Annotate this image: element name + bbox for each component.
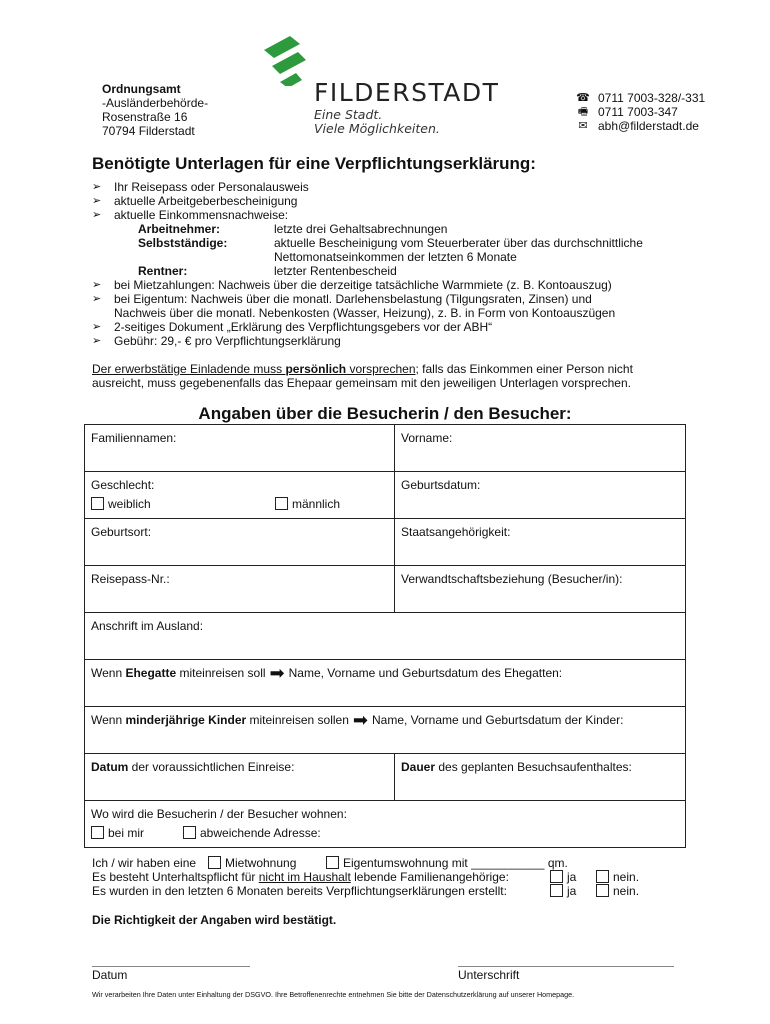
income-row-self bbox=[92, 236, 692, 250]
office-address bbox=[102, 82, 208, 138]
list-item bbox=[92, 292, 692, 306]
list-item bbox=[92, 320, 692, 334]
signature-label: Unterschrift bbox=[458, 968, 520, 982]
income-key: Selbstständige: bbox=[138, 236, 228, 250]
fax-icon: 🖷 bbox=[577, 106, 589, 118]
list-item-text: Gebühr: 29,- € pro Verpflichtungserklärung bbox=[114, 334, 341, 348]
question-text-underlined: nicht im Haushalt bbox=[258, 870, 351, 884]
question-text: Ich / wir haben eine bbox=[92, 856, 197, 870]
field-label: Geschlecht: bbox=[91, 478, 155, 492]
bullet-arrow-icon: ➢ bbox=[92, 181, 102, 193]
contact-fax bbox=[576, 105, 705, 119]
firstname-field[interactable] bbox=[395, 425, 686, 472]
office-city: 70794 Filderstadt bbox=[102, 124, 195, 138]
signature-line[interactable] bbox=[458, 966, 674, 967]
option-no[interactable] bbox=[596, 884, 639, 898]
checkbox-yes[interactable] bbox=[550, 884, 563, 897]
list-item-text: bei Mietzahlungen: Nachweis über die derzeitige tatsächliche Warmmiete (z. B. Kontoauszug) bbox=[114, 278, 612, 292]
checkbox-no[interactable] bbox=[596, 884, 609, 897]
field-label: Wenn bbox=[91, 713, 126, 727]
note-text: Der erwerbstätige Einladende muss bbox=[92, 362, 286, 376]
date-label: Datum bbox=[92, 968, 128, 982]
bullet-arrow-icon: ➢ bbox=[92, 293, 102, 305]
option-other-address[interactable] bbox=[183, 826, 321, 840]
gender-field bbox=[85, 472, 395, 519]
income-value: letzte drei Gehaltsabrechnungen bbox=[274, 222, 448, 236]
field-label: miteinreisen sollen bbox=[246, 713, 349, 727]
income-key: Rentner: bbox=[138, 264, 188, 278]
option-label: weiblich bbox=[108, 497, 151, 511]
logo-tagline-2: Viele Möglichkeiten. bbox=[314, 121, 440, 136]
field-label-bold: Dauer bbox=[401, 760, 436, 774]
option-label: Eigentumswohnung mit ___________ qm. bbox=[343, 856, 568, 870]
checkbox-female[interactable] bbox=[91, 497, 104, 510]
email-address[interactable]: abh@filderstadt.de bbox=[598, 119, 699, 133]
checkbox-male[interactable] bbox=[275, 497, 288, 510]
field-label: des geplanten Besuchsaufenthaltes: bbox=[435, 760, 632, 774]
field-label: Verwandtschaftsbeziehung (Besucher/in): bbox=[401, 572, 623, 586]
arrow-right-icon: ➡ bbox=[352, 710, 368, 730]
list-item bbox=[92, 194, 692, 208]
relation-field[interactable] bbox=[395, 566, 686, 613]
office-street: Rosenstraße 16 bbox=[102, 110, 188, 124]
income-value: Nettomonatseinkommen der letzten 6 Monate bbox=[274, 250, 517, 264]
field-label-bold: Ehegatte bbox=[125, 666, 177, 680]
field-label: Wo wird die Besucherin / der Besucher wohnen: bbox=[91, 807, 347, 821]
visitor-form bbox=[84, 424, 686, 848]
income-row-employee bbox=[92, 222, 692, 236]
note-text: vorsprechen bbox=[346, 362, 416, 376]
income-value: letzter Rentenbescheid bbox=[274, 264, 397, 278]
list-item bbox=[92, 334, 692, 348]
option-yes[interactable] bbox=[550, 870, 576, 884]
date-line[interactable] bbox=[92, 966, 250, 967]
residence-field bbox=[85, 801, 686, 848]
option-label: abweichende Adresse: bbox=[200, 826, 321, 840]
phone-icon: ☎ bbox=[576, 92, 590, 104]
income-row-pension bbox=[92, 264, 692, 278]
checkbox-yes[interactable] bbox=[550, 870, 563, 883]
dob-field[interactable] bbox=[395, 472, 686, 519]
confirmation-text: Die Richtigkeit der Angaben wird bestätigt. bbox=[92, 913, 337, 927]
bullet-arrow-icon: ➢ bbox=[92, 335, 102, 347]
income-value: aktuelle Bescheinigung vom Steuerberater über das durchschnittliche bbox=[274, 236, 643, 250]
list-item bbox=[92, 180, 692, 194]
contact-email bbox=[576, 119, 705, 133]
nationality-field[interactable] bbox=[395, 519, 686, 566]
gender-options bbox=[91, 497, 388, 511]
field-label: Name, Vorname und Geburtsdatum des Ehegatten: bbox=[288, 666, 563, 680]
list-item bbox=[92, 208, 692, 222]
arrow-right-icon: ➡ bbox=[269, 663, 285, 683]
fax-number: 0711 7003-347 bbox=[598, 105, 678, 119]
personal-appearance-note bbox=[92, 362, 682, 390]
field-label: Staatsangehörigkeit: bbox=[401, 525, 511, 539]
option-with-me[interactable] bbox=[91, 826, 144, 840]
list-item-text: aktuelle Einkommensnachweise: bbox=[114, 208, 289, 222]
maintenance-row bbox=[92, 870, 692, 884]
option-no[interactable] bbox=[596, 870, 639, 884]
income-key: Arbeitnehmer: bbox=[138, 222, 221, 236]
phone-number: 0711 7003-328/-331 bbox=[598, 91, 706, 105]
option-own[interactable] bbox=[326, 856, 568, 870]
passport-field[interactable] bbox=[85, 566, 395, 613]
logo-tagline bbox=[314, 108, 440, 136]
checkbox-with-me[interactable] bbox=[91, 826, 104, 839]
list-item-text: Ihr Reisepass oder Personalausweis bbox=[114, 180, 309, 194]
question-text: lebende Familienangehörige: bbox=[350, 870, 509, 884]
logo-tagline-1: Eine Stadt. bbox=[314, 107, 383, 122]
option-label: nein. bbox=[613, 884, 640, 898]
note-text: ; falls das Einkommen einer Person nicht bbox=[415, 362, 633, 376]
income-row-self-cont bbox=[92, 250, 692, 264]
option-label: ja bbox=[567, 884, 577, 898]
field-label: Name, Vorname und Geburtsdatum der Kinder: bbox=[371, 713, 624, 727]
question-text: Es besteht Unterhaltspflicht für bbox=[92, 870, 259, 884]
list-item-text: Nachweis über die monatl. Nebenkosten (Wasser, Heizung), z. B. in Form von Kontoauszügen bbox=[114, 306, 616, 320]
privacy-footer: Wir verarbeiten Ihre Daten unter Einhaltung der DSGVO. Ihre Betroffenenrechte entnehmen Sie bitte der Datenschutzerklärung auf unserer Homepage. bbox=[92, 990, 575, 999]
checkbox-no[interactable] bbox=[596, 870, 609, 883]
option-label: männlich bbox=[292, 497, 341, 511]
list-item-text: bei Eigentum: Nachweis über die monatl. Darlehensbelastung (Tilgungsraten, Zinsen) und bbox=[114, 292, 592, 306]
field-label: miteinreisen soll bbox=[176, 666, 266, 680]
checkbox-other-address[interactable] bbox=[183, 826, 196, 839]
option-yes[interactable] bbox=[550, 884, 576, 898]
list-item bbox=[92, 278, 692, 292]
question-text: Es wurden in den letzten 6 Monaten bereits Verpflichtungserklärungen erstellt: bbox=[92, 884, 507, 898]
checkbox-rent[interactable] bbox=[208, 856, 221, 869]
required-documents-list bbox=[92, 180, 692, 348]
surname-field[interactable] bbox=[85, 425, 395, 472]
email-icon: ✉ bbox=[578, 120, 588, 132]
note-text: ausreicht, muss gegebenenfalls das Ehepaar gemeinsam mit den jeweiligen Unterlagen vorsprechen. bbox=[92, 376, 631, 390]
spouse-field[interactable] bbox=[85, 660, 686, 707]
note-bold: persönlich bbox=[285, 362, 347, 376]
prior-declarations-row bbox=[92, 884, 692, 898]
list-item-text: aktuelle Arbeitgeberbescheinigung bbox=[114, 194, 298, 208]
housing-questions bbox=[92, 856, 692, 898]
entry-date-field[interactable] bbox=[85, 754, 395, 801]
address-field[interactable] bbox=[85, 613, 686, 660]
bullet-arrow-icon: ➢ bbox=[92, 279, 102, 291]
field-label: Familiennamen: bbox=[91, 431, 177, 445]
bullet-arrow-icon: ➢ bbox=[92, 321, 102, 333]
option-female[interactable] bbox=[91, 497, 151, 511]
option-label: nein. bbox=[613, 870, 640, 884]
field-label: Geburtsort: bbox=[91, 525, 152, 539]
duration-field[interactable] bbox=[395, 754, 686, 801]
contact-block bbox=[576, 91, 705, 133]
option-rent[interactable] bbox=[208, 856, 296, 870]
list-item-text: 2-seitiges Dokument „Erklärung des Verpflichtungsgebers vor der ABH“ bbox=[114, 320, 493, 334]
bullet-arrow-icon: ➢ bbox=[92, 195, 102, 207]
residence-options bbox=[91, 826, 679, 840]
contact-phone bbox=[576, 91, 705, 105]
pob-field[interactable] bbox=[85, 519, 395, 566]
bullet-arrow-icon: ➢ bbox=[92, 209, 102, 221]
page-title: Benötigte Unterlagen für eine Verpflichtungserklärung: bbox=[92, 154, 536, 173]
office-name: Ordnungsamt bbox=[102, 82, 181, 96]
option-label: bei mir bbox=[108, 826, 145, 840]
field-label: Geburtsdatum: bbox=[401, 478, 481, 492]
logo-wordmark: FILDERSTADT bbox=[314, 78, 500, 107]
option-label: Mietwohnung bbox=[225, 856, 297, 870]
field-label-bold: Datum bbox=[91, 760, 129, 774]
housing-row bbox=[92, 856, 692, 870]
field-label: Reisepass-Nr.: bbox=[91, 572, 170, 586]
field-label: Anschrift im Ausland: bbox=[91, 619, 204, 633]
option-male[interactable] bbox=[275, 497, 340, 511]
checkbox-own[interactable] bbox=[326, 856, 339, 869]
logo-mark-icon bbox=[262, 36, 322, 86]
children-field[interactable] bbox=[85, 707, 686, 754]
section-title: Angaben über die Besucherin / den Besucher: bbox=[198, 404, 572, 423]
filderstadt-logo bbox=[262, 36, 512, 136]
office-dept: -Ausländerbehörde- bbox=[102, 96, 209, 110]
option-label: ja bbox=[567, 870, 577, 884]
field-label-bold: minderjährige Kinder bbox=[125, 713, 247, 727]
field-label: der voraussichtlichen Einreise: bbox=[128, 760, 295, 774]
field-label: Wenn bbox=[91, 666, 126, 680]
note-underlined bbox=[92, 362, 416, 376]
field-label: Vorname: bbox=[401, 431, 453, 445]
